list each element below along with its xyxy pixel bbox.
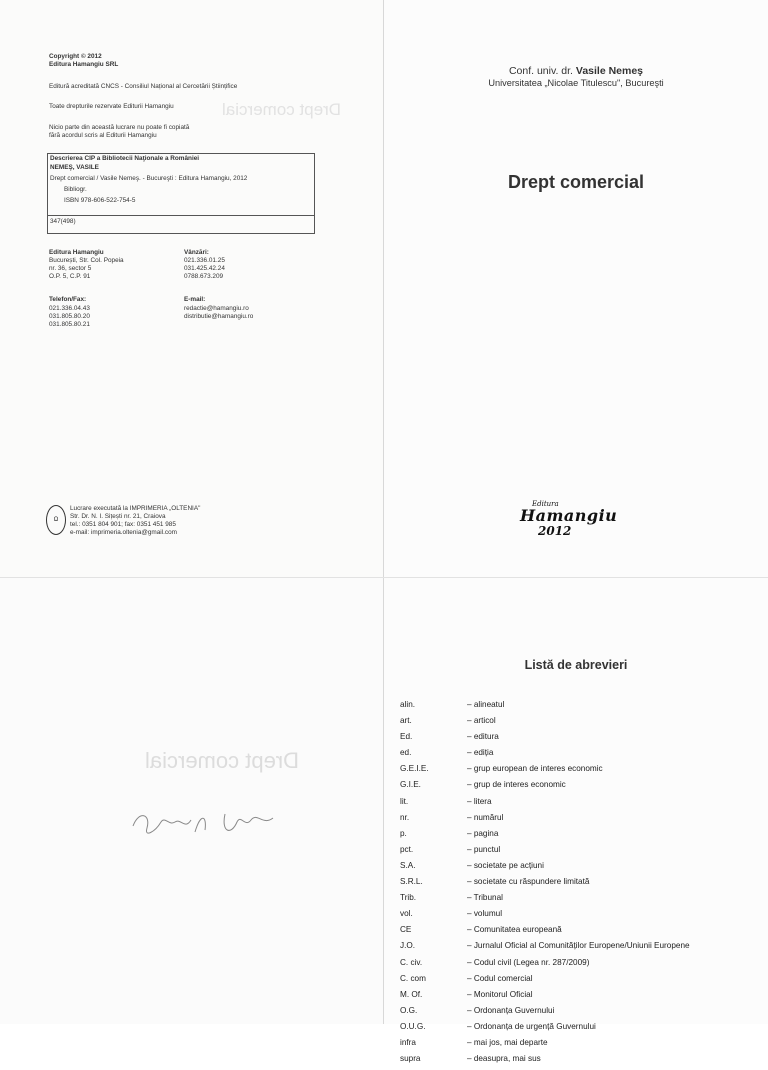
abbreviation-definition: – articol: [467, 716, 496, 726]
list-item: [400, 716, 760, 732]
bleed-through-title: Drept comercial: [222, 100, 342, 119]
accreditation-text: Editură acreditată CNCS - Consiliul Național al Cercetării Științifice: [49, 83, 238, 90]
list-item: [400, 861, 760, 877]
abbreviation-term: G.E.I.E.: [400, 764, 429, 774]
phone-fax-number: 031.805.80.21: [49, 321, 90, 328]
phone-fax-number: 021.336.04.43: [49, 305, 90, 312]
abbreviation-term: M. Of.: [400, 989, 423, 999]
list-item: [400, 780, 760, 796]
page-gutter: [383, 0, 384, 1024]
handwritten-signature: [125, 792, 295, 852]
list-item: [400, 1006, 760, 1022]
university: Universitatea „Nicolae Titulescu", Bucureşti: [488, 78, 664, 88]
abbreviation-term: vol.: [400, 909, 413, 919]
abbreviation-term: p.: [400, 828, 407, 838]
abbreviation-definition: – grup de interes economic: [467, 780, 566, 790]
abbreviation-definition: – societate pe acțiuni: [467, 860, 544, 870]
abbreviation-definition: – pagina: [467, 828, 499, 838]
abbreviation-definition: – Comunitatea europeană: [467, 925, 562, 935]
phone-fax-number: 031.805.80.20: [49, 313, 90, 320]
author-name: Vasile Nemeş: [575, 65, 644, 77]
list-item: [400, 732, 760, 748]
list-item: [400, 829, 760, 845]
printer-line: Str. Dr. N. I. Sițești nr. 21, Craiova: [70, 513, 166, 520]
phone-fax-label: Telefon/Fax:: [49, 296, 87, 303]
abbreviation-term: CE: [400, 925, 412, 935]
abbreviation-definition: – Monitorul Oficial: [467, 989, 533, 999]
email-address: distributie@hamangiu.ro: [184, 313, 254, 320]
abbreviation-definition: – Codul comercial: [467, 973, 533, 983]
sales-phone: 0788.673.209: [184, 273, 224, 280]
author-prefix: Conf. univ. dr.: [508, 65, 573, 77]
abbreviation-definition: – grup european de interes economic: [467, 764, 603, 774]
list-item: [400, 797, 760, 813]
abbreviation-term: C. civ.: [400, 957, 423, 967]
address-name: Editura Hamangiu: [49, 249, 104, 256]
book-title: Drept comercial: [507, 172, 645, 192]
list-item: [400, 974, 760, 990]
list-item: [400, 813, 760, 829]
abbreviation-term: Ed.: [400, 732, 413, 742]
abbreviation-definition: – ediția: [467, 748, 494, 758]
abbreviation-definition: – Ordonanța Guvernului: [467, 1005, 555, 1015]
abbreviation-definition: – mai jos, mai departe: [467, 1037, 548, 1047]
printer-line: Lucrare executată la IMPRIMERIA „OLTENIA": [70, 505, 201, 512]
cip-heading: Descrierea CIP a Bibliotecii Naţionale a României: [50, 155, 200, 162]
logo-main-text: Hamangiu: [520, 506, 618, 525]
printer-line: tel.: 0351 804 901; fax: 0351 451 985: [70, 521, 176, 528]
abbreviation-term: ed.: [400, 748, 412, 758]
page-fold: [0, 577, 768, 578]
abbreviation-term: O.G.: [400, 1005, 418, 1015]
cip-isbn: ISBN 978-606-522-754-5: [64, 197, 136, 204]
list-item: [400, 893, 760, 909]
list-item: [400, 941, 760, 957]
list-item: [400, 1038, 760, 1054]
abbreviation-definition: – alineatul: [467, 700, 505, 709]
list-item: [400, 1054, 760, 1070]
abbreviation-definition: – Jurnalul Oficial al Comunităților Europene/Uniunii Europene: [467, 941, 690, 951]
no-copy-text-1: Nicio parte din această lucrare nu poate fi copiată: [49, 124, 190, 131]
abbreviation-term: nr.: [400, 812, 410, 822]
abbreviation-definition: – numărul: [467, 812, 504, 822]
printer-emblem-icon: Ω: [46, 505, 66, 535]
publisher-logo: [508, 500, 618, 548]
email-label: E-mail:: [184, 296, 206, 303]
abbreviation-definition: – litera: [467, 796, 492, 806]
abbreviation-term: lit.: [400, 796, 409, 806]
abbreviation-term: C. com: [400, 973, 426, 983]
bleed-through-title: Drept comercial: [145, 748, 300, 773]
no-copy-text-2: fără acordul scris al Editurii Hamangiu: [49, 132, 157, 139]
list-item: [400, 877, 760, 893]
author-line: [384, 65, 768, 77]
list-item: [400, 990, 760, 1006]
abbreviations-title: Listă de abrevieri: [524, 658, 628, 672]
cip-classification: 347(498): [50, 218, 76, 225]
copyright-line: Copyright © 2012: [49, 53, 102, 60]
list-item: [400, 1022, 760, 1038]
abbreviation-term: art.: [400, 716, 412, 726]
abbreviation-definition: – editura: [467, 732, 499, 742]
rights-text: Toate drepturile rezervate Editurii Hamangiu: [49, 103, 174, 110]
abbreviation-definition: – volumul: [467, 909, 503, 919]
printer-line: e-mail: imprimeria.oltenia@gmail.com: [70, 529, 177, 536]
address-po: O.P. 5, C.P. 91: [49, 273, 91, 280]
abbreviation-term: supra: [400, 1054, 421, 1064]
cip-description: Drept comercial / Vasile Nemeş. - Bucureşti : Editura Hamangiu, 2012: [50, 175, 248, 182]
abbreviations-list: [400, 700, 760, 1070]
abbreviation-term: G.I.E.: [400, 780, 421, 790]
list-item: [400, 925, 760, 941]
cip-bibliography: Bibliogr.: [64, 186, 87, 193]
abbreviation-term: O.U.G.: [400, 1021, 426, 1031]
abbreviation-definition: – deasupra, mai sus: [467, 1054, 541, 1064]
abbreviation-definition: – Ordonanța de urgență Guvernului: [467, 1021, 596, 1031]
abbreviation-term: J.O.: [400, 941, 416, 951]
sales-label: Vânzări:: [184, 249, 209, 256]
abbreviation-term: S.A.: [400, 860, 416, 870]
list-item: [400, 764, 760, 780]
list-item: [400, 909, 760, 925]
list-item: [400, 958, 760, 974]
email-address: redactie@hamangiu.ro: [184, 305, 249, 312]
logo-year: 2012: [538, 524, 572, 538]
list-item: [400, 748, 760, 764]
abbreviation-term: alin.: [400, 700, 416, 709]
sales-phone: 031.425.42.24: [184, 265, 225, 272]
list-item: [400, 700, 760, 716]
abbreviation-term: infra: [400, 1037, 416, 1047]
logo-small-text: Editura: [532, 500, 559, 508]
list-item: [400, 845, 760, 861]
abbreviation-term: S.R.L.: [400, 877, 423, 887]
cip-divider: [47, 215, 315, 216]
abbreviation-term: Trib.: [400, 893, 417, 903]
abbreviation-definition: – societate cu răspundere limitată: [467, 877, 590, 887]
abbreviation-definition: – Tribunal: [467, 893, 503, 903]
cip-author: NEMEŞ, VASILE: [50, 164, 99, 171]
abbreviation-definition: – punctul: [467, 844, 501, 854]
abbreviation-definition: – Codul civil (Legea nr. 287/2009): [467, 957, 590, 967]
publisher-srl: Editura Hamangiu SRL: [49, 61, 119, 68]
address-street: București, Str. Col. Popeia: [49, 257, 124, 264]
abbreviation-term: pct.: [400, 844, 414, 854]
address-sector: nr. 36, sector 5: [49, 265, 92, 272]
sales-phone: 021.336.01.25: [184, 257, 225, 264]
